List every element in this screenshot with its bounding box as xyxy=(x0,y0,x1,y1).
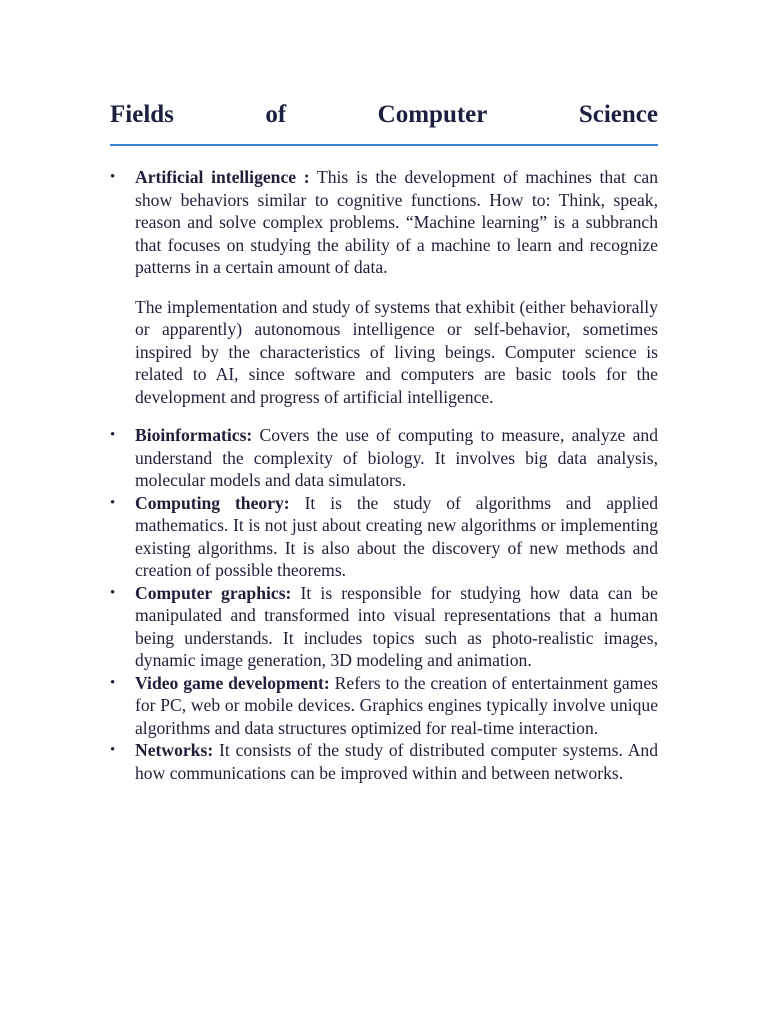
list-item-bioinformatics xyxy=(110,424,658,492)
bullet-icon: • xyxy=(110,427,116,443)
list-item-computer-graphics xyxy=(110,582,658,672)
document-page xyxy=(110,98,658,784)
list-item-computing-theory xyxy=(110,492,658,582)
title-word: of xyxy=(265,101,287,128)
item-term: Computing theory: xyxy=(135,492,290,513)
item-term: Artificial intelligence : xyxy=(135,167,310,187)
fields-list xyxy=(110,166,658,784)
bullet-icon: • xyxy=(110,494,116,511)
list-item-video-game-development xyxy=(110,672,658,740)
title-word: Computer xyxy=(377,101,488,128)
bullet-icon: • xyxy=(110,742,116,758)
page-title xyxy=(110,98,658,146)
item-term: Bioinformatics: xyxy=(135,425,253,445)
list-item-networks xyxy=(110,739,658,784)
item-text: This is the development of machines that can show behaviors similar to cognitive functions. How to: Think, speak, reason and solve complex problems. “Machine learning” is a subbranch that focuses on studying the ability of a machine to learn and recognize patterns in a certain amount of data. xyxy=(135,167,658,277)
item-text: It is responsible for studying how data can be manipulated and transformed into visual representations that a human being understands. It includes topics such as photo-realistic images, dynamic image generation, 3D modeling and animation. xyxy=(135,582,658,670)
list-item-artificial-intelligence xyxy=(110,166,658,408)
item-extra-paragraph: The implementation and study of systems that exhibit (either behaviorally or apparently) autonomous intelligence or self-behavior, sometimes inspired by the characteristics of living beings. Computer science is related to AI, since software and computers are basic tools for the development and progress of artificial intelligence. xyxy=(135,296,658,407)
bullet-icon: • xyxy=(110,584,116,601)
item-term: Computer graphics: xyxy=(135,582,292,603)
bullet-icon: • xyxy=(110,169,116,185)
title-word: Fields xyxy=(110,101,174,128)
item-text: Covers the use of computing to measure, analyze and understand the complexity of biology. It involves big data analysis, molecular models and data simulators. xyxy=(135,425,658,490)
item-text: It is the study of algorithms and applied mathematics. It is not just about creating new algorithms or implementing existing algorithms. It is also about the discovery of new methods and creation of possible theorems. xyxy=(135,492,659,580)
item-term: Video game development: xyxy=(135,672,330,693)
bullet-icon: • xyxy=(110,674,116,691)
title-word: Science xyxy=(578,101,658,128)
item-text: Refers to the creation of entertainment games for PC, web or mobile devices. Graphics engines typically involve unique algorithms and data structures optimized for real-time interaction. xyxy=(135,672,658,738)
item-text: It consists of the study of distributed computer systems. And how communications can be improved within and between networks. xyxy=(135,740,658,783)
item-term: Networks: xyxy=(135,740,214,760)
